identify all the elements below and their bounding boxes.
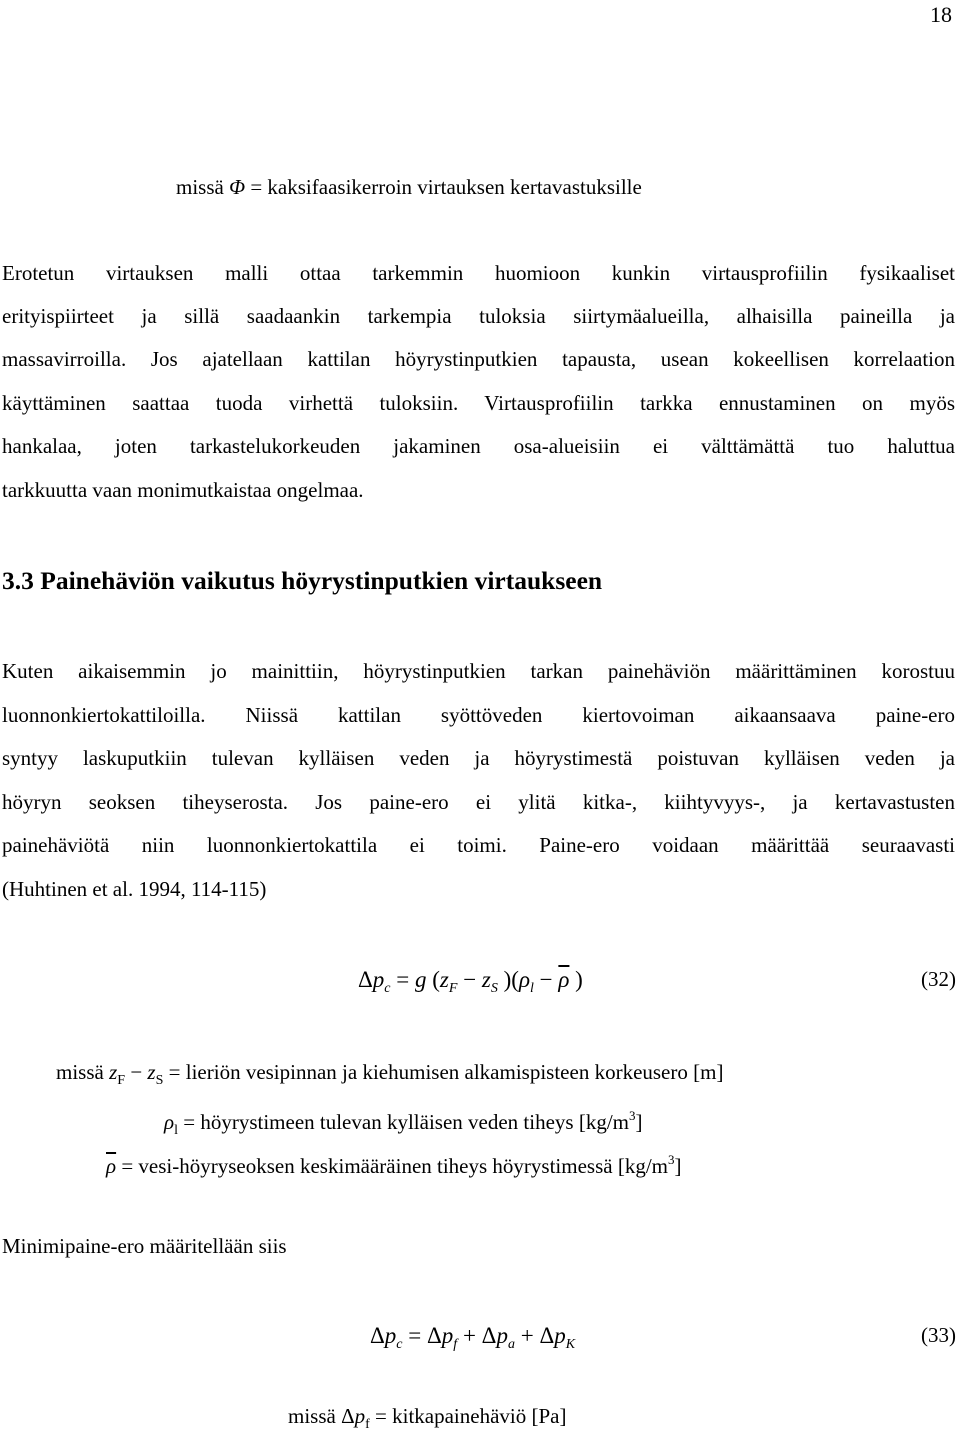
equation-number-33: (33)	[921, 1323, 956, 1347]
paragraph-line: (Huhtinen et al. 1994, 114-115)	[2, 877, 267, 901]
definition-friction-loss: missä $\Delta p_f$ = kitkapainehäviö [Pa]	[288, 1404, 567, 1432]
page-number: 18	[930, 2, 952, 27]
paragraph-line: tarkkuutta vaan monimutkaistaa ongelmaa.	[2, 478, 364, 502]
paragraph-line: Erotetun virtauksen malli ottaa tarkemmin huomioon kunkin virtausprofiilin fysikaaliset	[2, 261, 955, 285]
equation-33: $\Delta p_c = \Delta p_f + \Delta p_a + \Delta p_K$	[370, 1323, 576, 1352]
phi-definition: missä Φ = kaksifaasikerroin virtauksen kertavastuksille	[176, 175, 642, 199]
paragraph-line: höyryn seoksen tiheyserosta. Jos paine-ero ei ylitä kitka-, kiihtyvyys-, ja kertavastusten	[2, 790, 955, 814]
paragraph-line: hankalaa, joten tarkastelukorkeuden jakaminen osa-alueisiin ei välttämättä tuo haluttua	[2, 434, 955, 458]
paragraph-line: syntyy laskuputkiin tulevan kylläisen veden ja höyrystimestä poistuvan kylläisen veden ja	[2, 746, 955, 770]
paragraph-line: Kuten aikaisemmin jo mainittiin, höyrystinputkien tarkan painehäviön määrittäminen korostuu	[2, 659, 955, 683]
definition-liquid-density: $\rho_l$ = höyrystimeen tulevan kylläisen veden tiheys $[kg/m^3]$	[164, 1108, 643, 1138]
equation-number-32: (32)	[921, 967, 956, 991]
section-heading: 3.3 Painehäviön vaikutus höyrystinputkien virtaukseen	[2, 566, 603, 595]
min-pressure-line: Minimipaine-ero määritellään siis	[2, 1234, 287, 1258]
definition-mixture-density: $\overline{\rho}$ = vesi-höyryseoksen keskimääräinen tiheys höyrystimessä $[kg/m^3]$	[106, 1152, 682, 1178]
equation-32: $\Delta p_c = g$ ($z_F - z_S$ )($\rho_l - \overline{\rho}$ )	[358, 967, 583, 996]
definition-height-difference: missä $z_F - z_S$ = lieriön vesipinnan ja kiehumisen alkamispisteen korkeusero [m]	[56, 1060, 724, 1088]
paragraph-line: massavirroilla. Jos ajatellaan kattilan höyrystinputkien tapausta, usean kokeellisen korrelaation	[2, 347, 955, 371]
paragraph-line: luonnonkiertokattiloilla. Niissä kattilan syöttöveden kiertovoiman aikaansaava paine-ero	[2, 703, 955, 727]
paragraph-line: painehäviötä niin luonnonkiertokattila ei toimi. Paine-ero voidaan määrittää seuraavasti	[2, 833, 955, 857]
paragraph-line: käyttäminen saattaa tuoda virhettä tuloksiin. Virtausprofiilin tarkka ennustaminen on myös	[2, 391, 955, 415]
paragraph-line: erityispiirteet ja sillä saadaankin tarkempia tuloksia siirtymäalueilla, alhaisilla paineilla ja	[2, 304, 955, 328]
